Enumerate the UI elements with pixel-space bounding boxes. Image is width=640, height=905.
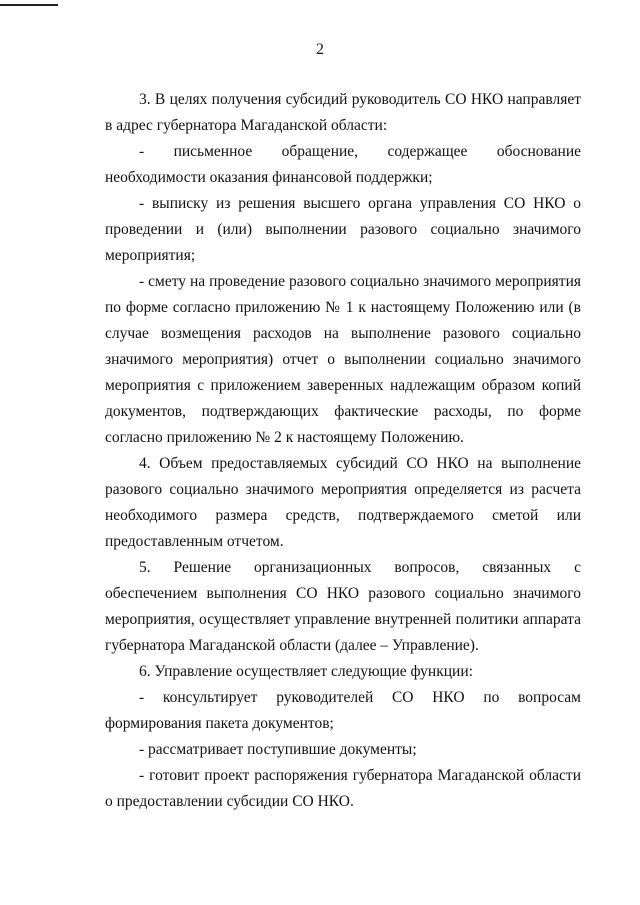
document-body: [105, 87, 581, 815]
paragraph-5-organizational-issues: 5. Решение организационных вопросов, связанных с обеспечением выполнения СО НКО разового социально значимого мероприятия, осуществляет управление внутренней политики аппарата губернатора Магаданской области (далее – Управление).: [105, 559, 581, 654]
list-item-reviews-documents: - рассматривает поступившие документы;: [139, 741, 417, 758]
list-item-prepares-draft: - готовит проект распоряжения губернатора Магаданской области о предоставлении субсидии СО НКО.: [105, 767, 581, 810]
paragraph-4-subsidy-volume: 4. Объем предоставляемых субсидий СО НКО на выполнение разового социально значимого мероприятия определяется из расчета необходимого размера средств, подтверждаемого сметой или предоставленным отчетом.: [105, 455, 581, 550]
list-item-cost-estimate: - смету на проведение разового социально значимого мероприятия по форме согласно приложению № 1 к настоящему Положению или (в случае возмещения расходов на выполнение разового социально значимого мероприятия) отчет о выполнении социально значимого мероприятия с приложением заверенных надлежащим образом копий документов, подтверждающих фактические расходы, по форме согласно приложению № 2 к настоящему Положению.: [105, 273, 581, 446]
paragraph-6-functions: 6. Управление осуществляет следующие функции:: [139, 663, 473, 680]
paragraph-3-intro: 3. В целях получения субсидий руководитель СО НКО направляет в адрес губернатора Магаданской области:: [105, 91, 581, 134]
list-item-decision-extract: - выписку из решения высшего органа управления СО НКО о проведении и (или) выполнении разового социально значимого мероприятия;: [105, 195, 581, 264]
list-item-written-appeal: - письменное обращение, содержащее обоснование необходимости оказания финансовой поддержки;: [105, 143, 581, 186]
list-item-consults: - консультирует руководителей СО НКО по вопросам формирования пакета документов;: [105, 689, 581, 732]
page-number: 2: [316, 41, 324, 58]
top-edge-rule: [0, 4, 58, 6]
